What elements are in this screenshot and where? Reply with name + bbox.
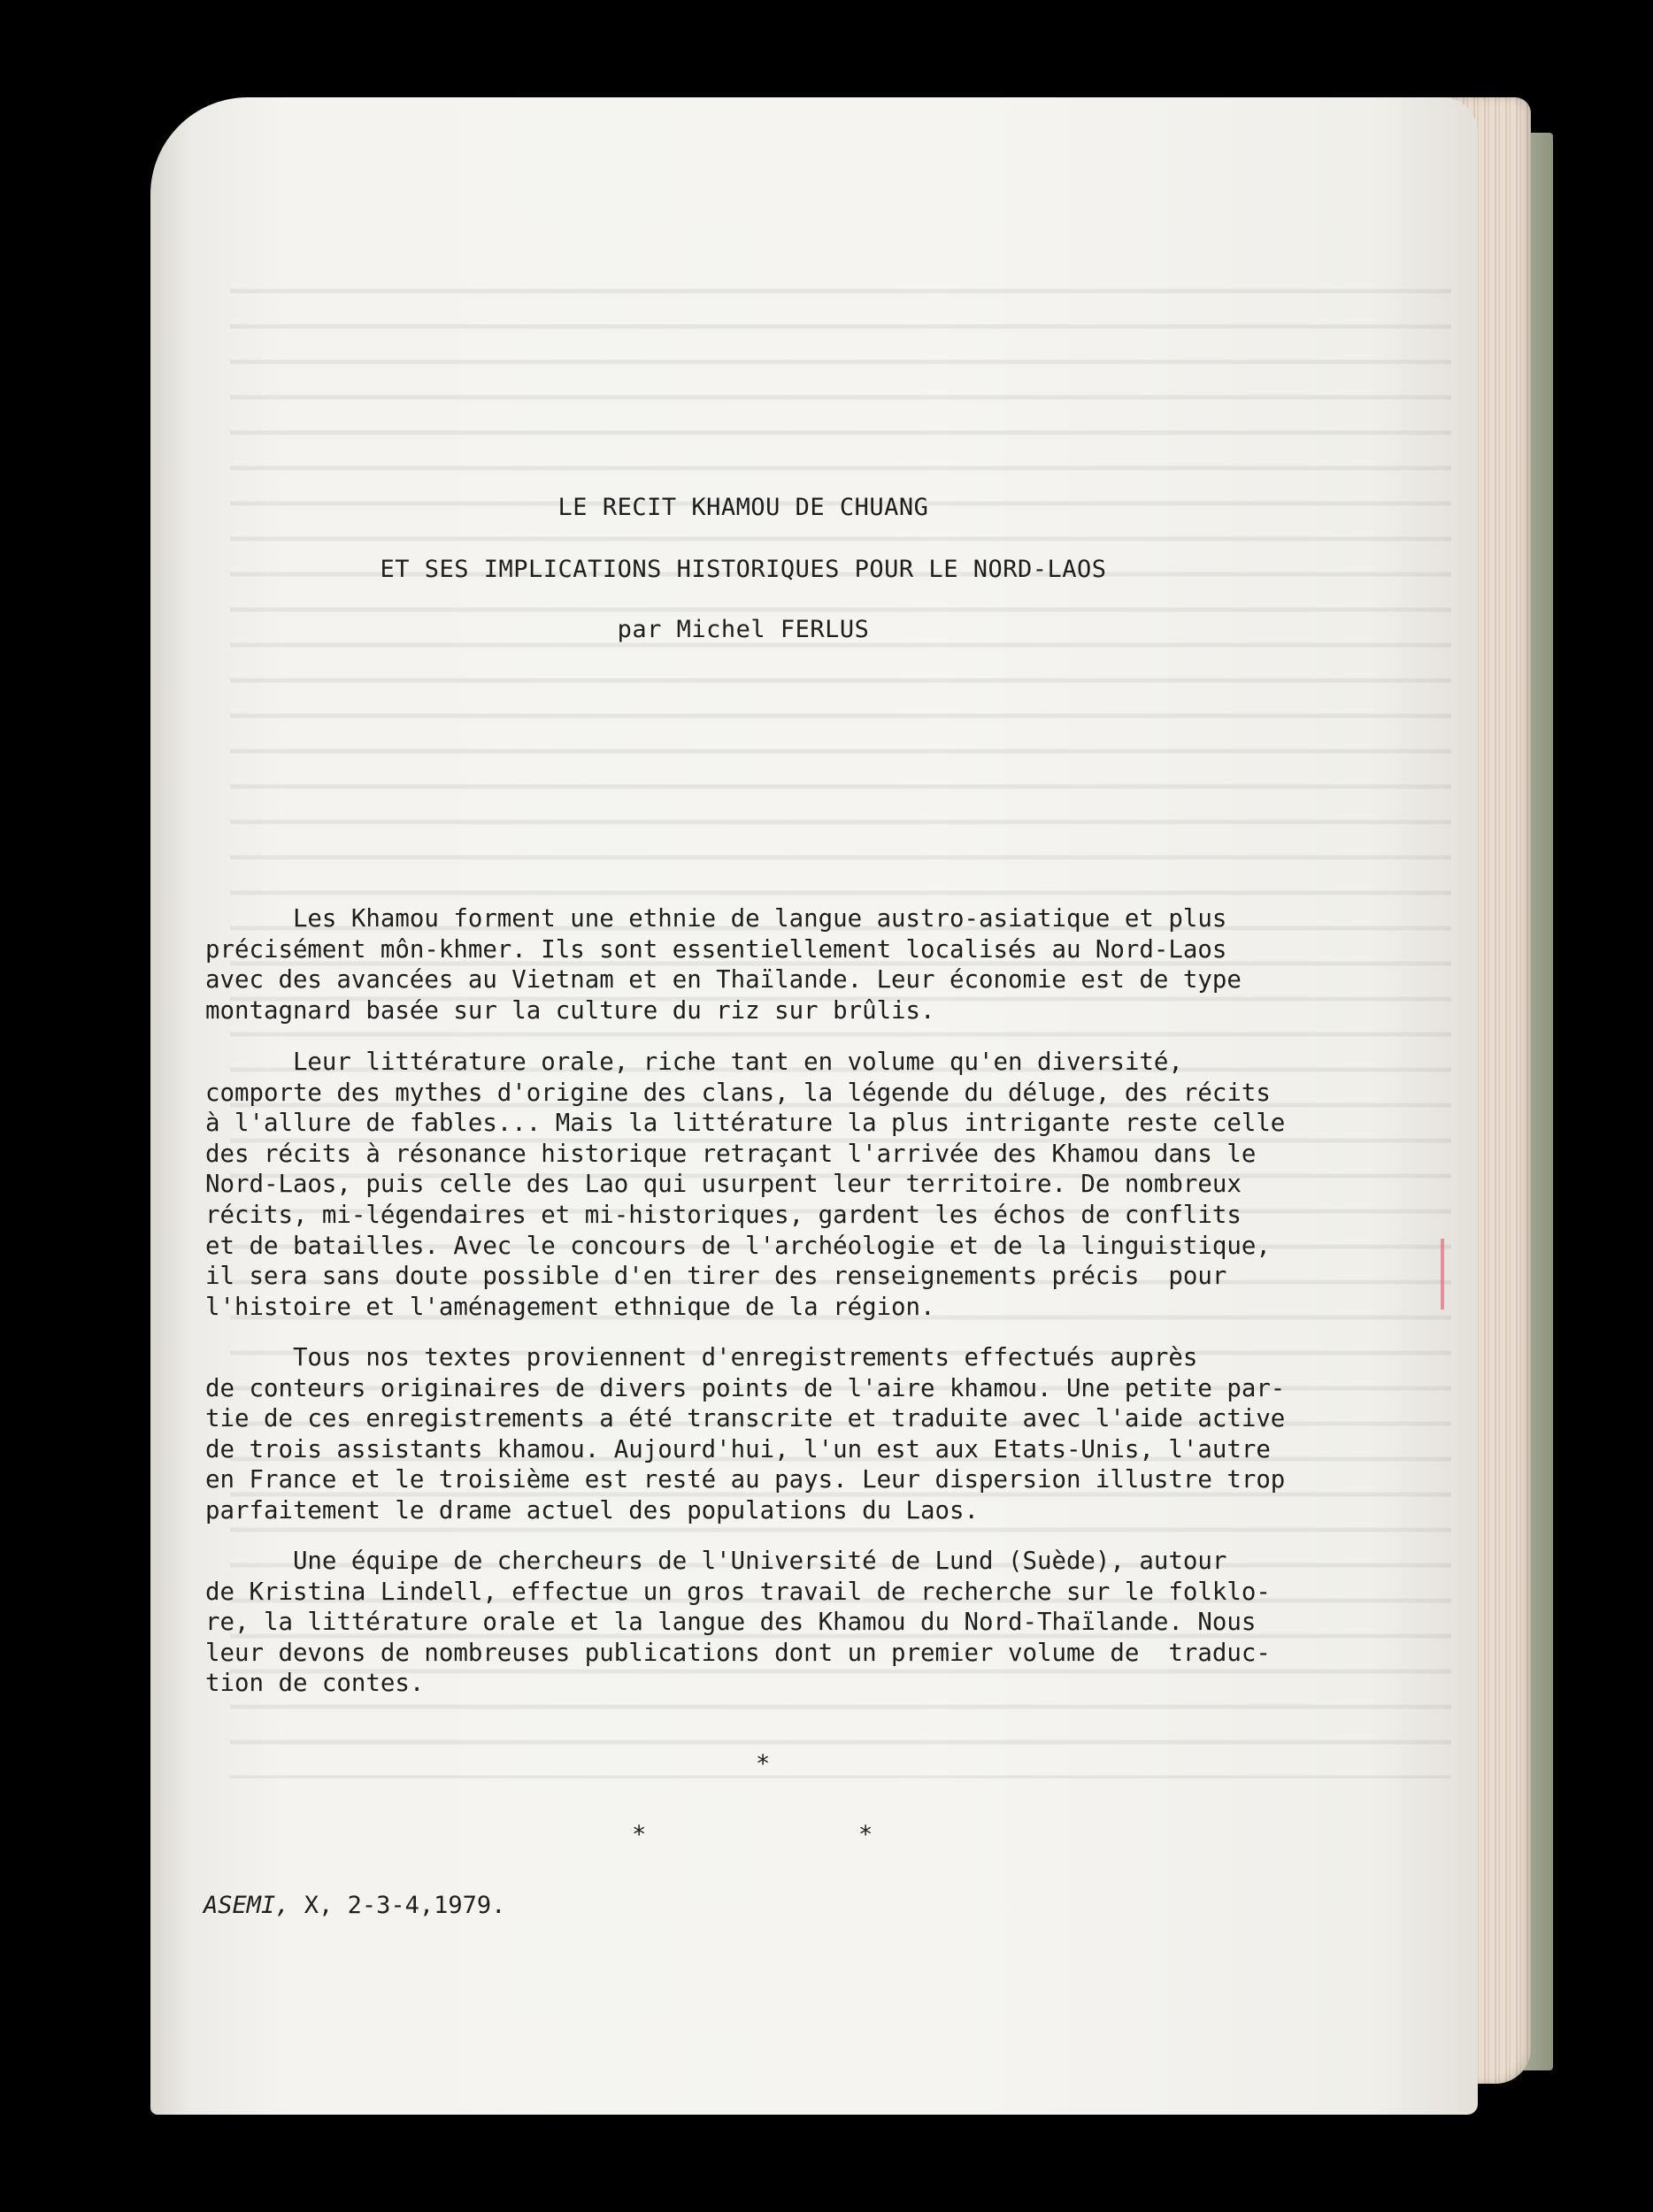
text-line: de conteurs originaires de divers points de l'aire khamou. Une petite par- bbox=[205, 1374, 1286, 1402]
text-line: de Kristina Lindell, effectue un gros travail de recherche sur le folklo- bbox=[205, 1578, 1271, 1606]
section-separator-star: * bbox=[858, 1821, 873, 1848]
text-line: il sera sans doute possible d'en tirer des renseignements précis pour bbox=[205, 1263, 1227, 1291]
text-line: tion de contes. bbox=[205, 1670, 425, 1698]
text-line: l'histoire et l'aménagement ethnique de la région. bbox=[205, 1293, 935, 1321]
text-line: en France et le troisième est resté au pays. Leur dispersion illustre trop bbox=[205, 1466, 1286, 1494]
page-content bbox=[150, 97, 1478, 2115]
text-line: de trois assistants khamou. Aujourd'hui, l'un est aux Etats-Unis, l'autre bbox=[205, 1435, 1271, 1463]
text-line: Leur littérature orale, riche tant en volume qu'en diversité, bbox=[205, 1048, 1183, 1076]
text-line: à l'allure de fables... Mais la littérature la plus intrigante reste celle bbox=[205, 1110, 1286, 1138]
citation-details: X, 2-3-4,1979. bbox=[289, 1892, 506, 1919]
title-line-2: ET SES IMPLICATIONS HISTORIQUES POUR LE NORD-LAOS bbox=[380, 556, 1107, 583]
text-line: des récits à résonance historique retraçant l'arrivée des Khamou dans le bbox=[205, 1140, 1257, 1168]
byline: par Michel FERLUS bbox=[617, 616, 870, 643]
text-line: Tous nos textes proviennent d'enregistrements effectués auprès bbox=[205, 1344, 1198, 1371]
text-line: comporte des mythes d'origine des clans, la légende du déluge, des récits bbox=[205, 1079, 1271, 1107]
paragraph-2 bbox=[205, 1048, 1426, 1323]
text-line: précisément môn-khmer. Ils sont essentiellement localisés au Nord-Laos bbox=[205, 935, 1227, 964]
text-line: re, la littérature orale et la langue des Khamou du Nord-Thaïlande. Nous bbox=[205, 1609, 1257, 1637]
citation-journal: ASEMI, bbox=[204, 1892, 290, 1919]
text-line: et de batailles. Avec le concours de l'archéologie et de la linguistique, bbox=[205, 1232, 1271, 1260]
text-line: Nord-Laos, puis celle des Lao qui usurpent leur territoire. De nombreux bbox=[205, 1171, 1242, 1199]
paragraph-4 bbox=[205, 1547, 1426, 1700]
text-line: parfaitement le drame actuel des populations du Laos. bbox=[205, 1496, 979, 1525]
paragraph-1 bbox=[205, 904, 1426, 1026]
document-page bbox=[150, 97, 1478, 2115]
paragraph-3 bbox=[205, 1343, 1426, 1527]
text-line: Les Khamou forment une ethnie de langue austro-asiatique et plus bbox=[205, 905, 1227, 933]
section-separator-star: * bbox=[632, 1821, 647, 1848]
citation bbox=[204, 1892, 505, 1919]
title-line-1: LE RECIT KHAMOU DE CHUANG bbox=[557, 494, 929, 521]
section-separator-star: * bbox=[756, 1750, 771, 1778]
text-line: récits, mi-légendaires et mi-historiques, gardent les échos de conflits bbox=[205, 1201, 1242, 1229]
text-line: leur devons de nombreuses publications dont un premier volume de traduc- bbox=[205, 1639, 1271, 1667]
text-line: avec des avancées au Vietnam et en Thaïlande. Leur économie est de type bbox=[205, 966, 1242, 995]
text-line: Une équipe de chercheurs de l'Université de Lund (Suède), autour bbox=[205, 1548, 1227, 1575]
text-line: tie de ces enregistrements a été transcrite et traduite avec l'aide active bbox=[205, 1405, 1286, 1433]
text-line: montagnard basée sur la culture du riz sur brûlis. bbox=[205, 996, 935, 1025]
